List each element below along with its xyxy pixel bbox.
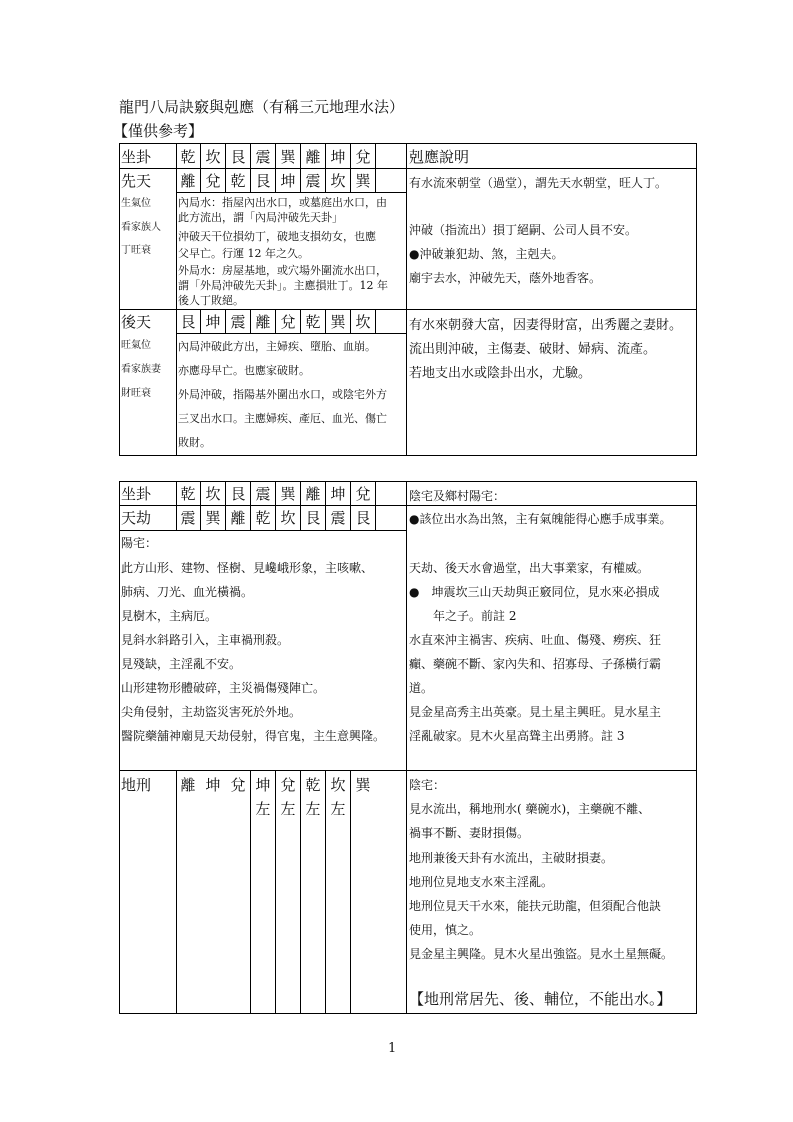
trigram-cell: 兌 (280, 776, 296, 794)
cell-text: 有水來朝發大富，因妻得財富，出秀麗之妻財。 (409, 318, 683, 333)
trigram-cell: 離 (230, 509, 246, 527)
cell-text: 流出則沖破，主傷妻、破財、婦病、流產。 (409, 342, 657, 357)
header-label: 坐卦 (121, 485, 152, 503)
cell-text: 癲、藥碗不斷、家內失和、招寡母、子孫橫行霸 (409, 657, 662, 671)
divider (350, 771, 351, 1014)
cell-text: 山形建物形體破碎，主災禍傷殘陣亡。 (121, 681, 326, 695)
header-label: 坐卦 (121, 148, 152, 166)
cell-text: ●該位出水為出煞，主有氣魄能得心應手成事業。 (409, 512, 672, 526)
divider (119, 309, 697, 310)
cell-text: 禍事不斷、妻財損傷。 (409, 826, 530, 840)
divider (375, 309, 376, 333)
trigram-cell: 乾 (255, 509, 271, 527)
trigram-cell: 坤 (280, 172, 296, 190)
cell-text: 陰宅及鄉村陽宅： (409, 489, 506, 503)
cell-text: 父早亡。行運 12 年之久。 (178, 247, 309, 260)
cell-text: 有水流來朝堂（過堂），謂先天水朝堂，旺人丁。 (409, 176, 668, 190)
divider (119, 505, 697, 506)
trigram-cell: 乾 (230, 172, 246, 190)
page-subtitle: 【僅供參考】 (113, 122, 204, 140)
cell-text: 見金星高秀主出英豪。見土星主興旺。見水星主 (409, 705, 662, 719)
row-label-houtian: 後天 (121, 313, 152, 331)
trigram-cell: 坤 (205, 776, 221, 794)
cell-text: 謂「外局沖破先天卦」。主應損壯丁。12 年 (178, 279, 388, 292)
trigram-cell: 震 (180, 509, 196, 527)
trigram-cell: 坎 (330, 172, 346, 190)
trigram-cell: 震 (230, 313, 246, 331)
side-note: 看家族人 (121, 222, 161, 233)
cell-text: 尖角侵射，主劫盜災害死於外地。 (121, 705, 302, 719)
divider (176, 192, 407, 193)
trigram-cell: 離 (305, 485, 321, 503)
trigram-cell: 震 (255, 148, 271, 166)
cell-text: 外局沖破，指陽基外圍出水口，或陰宅外方 (178, 388, 387, 401)
divider (375, 481, 376, 530)
trigram-cell: 坎 (205, 148, 221, 166)
trigram-cell: 乾 (180, 148, 196, 166)
trigram-cell: 巽 (205, 509, 221, 527)
cell-text: 水直來沖主禍害、疾病、吐血、傷殘、癆疾、狂 (409, 633, 662, 647)
trigram-cell: 艮 (355, 509, 371, 527)
trigram-cell: 離 (180, 776, 196, 794)
divider (119, 530, 407, 531)
cell-text: 見斜水斜路引入，主車禍刑殺。 (121, 633, 290, 647)
trigram-cell: 乾 (305, 776, 321, 794)
row-label-dixing: 地刑 (121, 776, 152, 794)
cell-text: 見殘缺，主淫亂不安。 (121, 657, 242, 671)
trigram-cell: 坤 (205, 313, 221, 331)
trigram-cell: 巽 (330, 313, 346, 331)
trigram-cell: 兌 (205, 172, 221, 190)
trigram-cell: 左 (330, 800, 346, 818)
cell-text: 陽宅： (121, 536, 158, 550)
cell-text: 見樹木，主病厄。 (121, 609, 218, 623)
trigram-cell: 乾 (305, 313, 321, 331)
trigram-cell: 震 (255, 485, 271, 503)
side-note: 看家族妻 (121, 364, 161, 375)
footer-note: 【地刑常居先、後、輔位，不能出水。】 (409, 990, 672, 1008)
trigram-cell: 兌 (355, 148, 371, 166)
trigram-cell: 坤 (330, 148, 346, 166)
cell-text: 年之子。前註 2 (433, 609, 517, 623)
cell-text: 亦應母早亡。也應家破財。 (178, 364, 310, 377)
cell-text: 地刑位見地支水來主淫亂。 (409, 875, 554, 889)
divider (119, 168, 697, 169)
trigram-cell: 巽 (355, 172, 371, 190)
trigram-cell: 艮 (255, 172, 271, 190)
cell-text: 此方流出，謂「內局沖破先天卦」 (178, 211, 343, 224)
cell-text: 外局水：房屋基地，或穴場外圍流水出口， (178, 264, 387, 277)
cell-text: 後人丁敗絕。 (178, 294, 244, 307)
trigram-cell: 艮 (230, 485, 246, 503)
divider (375, 143, 376, 192)
cell-text: 陰宅： (409, 778, 446, 792)
trigram-cell: 震 (305, 172, 321, 190)
side-note: 財旺衰 (121, 388, 151, 399)
cell-text: 此方山形、建物、怪樹、見巉峨形象，主咳嗽、 (121, 561, 374, 575)
trigram-cell: 乾 (180, 485, 196, 503)
cell-text: ● 坤震坎三山天劫與正竅同位，見水來必損成 (409, 585, 660, 599)
trigram-cell: 震 (330, 509, 346, 527)
trigram-cell: 左 (305, 800, 321, 818)
cell-text: 天劫、後天水會過堂，出大事業家，有權威。 (409, 561, 650, 575)
trigram-cell: 坎 (280, 509, 296, 527)
cell-text: 三叉出水口。主應婦疾、產厄、血光、傷亡 (178, 412, 387, 425)
cell-text: 見水流出，稱地刑水( 藥碗水)，主藥碗不離、 (409, 802, 651, 816)
trigram-cell: 兌 (280, 313, 296, 331)
trigram-cell: 左 (255, 800, 271, 818)
trigram-cell: 坎 (355, 313, 371, 331)
cell-text: 廟宇去水，沖破先天，蔭外地香客。 (409, 271, 602, 285)
header-desc: 剋應說明 (409, 148, 470, 166)
trigram-cell: 兌 (230, 776, 246, 794)
side-note: 旺氣位 (121, 340, 151, 351)
trigram-cell: 離 (305, 148, 321, 166)
trigram-cell: 離 (180, 172, 196, 190)
trigram-cell: 坤 (255, 776, 271, 794)
cell-text: ●沖破兼犯劫、煞，主剋夫。 (409, 247, 564, 261)
trigram-cell: 坎 (330, 776, 346, 794)
cell-text: 地刑兼後天卦有水流出，主破財損妻。 (409, 851, 614, 865)
trigram-cell: 坎 (205, 485, 221, 503)
trigram-cell: 坤 (330, 485, 346, 503)
cell-text: 使用，慎之。 (409, 923, 482, 937)
divider (406, 771, 407, 1014)
trigram-cell: 左 (280, 800, 296, 818)
trigram-cell: 巽 (280, 148, 296, 166)
cell-text: 若地支出水或陰卦出水，尤驗。 (409, 366, 592, 381)
divider (176, 333, 407, 334)
trigram-cell: 艮 (305, 509, 321, 527)
cell-text: 道。 (409, 681, 434, 695)
cell-text: 敗財。 (178, 436, 211, 449)
side-note: 丁旺衰 (121, 245, 151, 256)
row-label-xiantian: 先天 (121, 172, 152, 190)
row-label-tianjie: 天劫 (121, 509, 152, 527)
divider (406, 481, 407, 771)
trigram-cell: 艮 (230, 148, 246, 166)
page-number: 1 (388, 1041, 397, 1056)
cell-text: 見金星主興隆。見木火星出強盜。見水土星無礙。 (409, 947, 674, 961)
cell-text: 醫院藥舖神廟見天劫侵射，得官鬼，主生意興隆。 (121, 729, 386, 743)
side-note: 生氣位 (121, 198, 151, 209)
cell-text: 沖破（指流出）損丁絕嗣、公司人員不安。 (409, 223, 638, 237)
cell-text: 沖破天干位損幼丁，破地支損幼女，也應 (178, 230, 376, 243)
cell-text: 地刑位見天干水來，能扶元助龍，但須配合他訣 (409, 899, 662, 913)
divider (406, 143, 407, 456)
cell-text: 肺病、刀光、血光橫禍。 (121, 585, 254, 599)
trigram-cell: 巽 (280, 485, 296, 503)
page-title: 龍門八局訣竅與剋應（有稱三元地理水法） (119, 98, 405, 116)
trigram-cell: 巽 (355, 776, 371, 794)
trigram-cell: 兌 (355, 485, 371, 503)
trigram-cell: 艮 (180, 313, 196, 331)
cell-text: 內局沖破此方出，主婦疾、墮胎、血崩。 (178, 340, 376, 353)
divider (176, 771, 177, 1014)
trigram-cell: 離 (255, 313, 271, 331)
cell-text: 淫亂破家。見木火星高聳主出勇將。註 3 (409, 729, 625, 743)
cell-text: 內局水：指屋內出水口，或墓庭出水口，由 (178, 196, 387, 209)
